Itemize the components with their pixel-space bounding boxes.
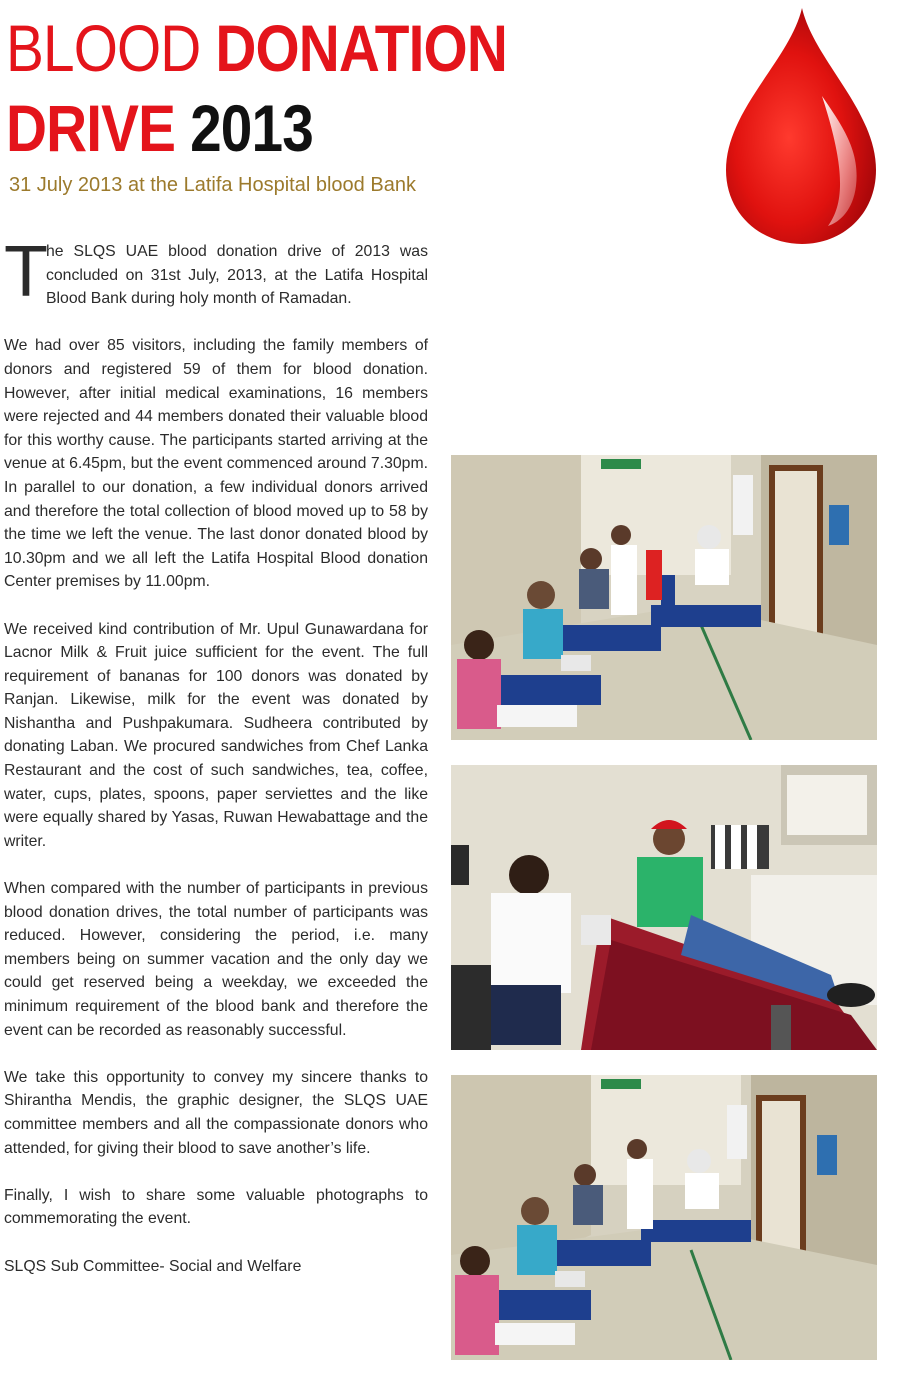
paragraph-contributions: We received kind contribution of Mr. Upul Gunawardana for Lacnor Milk & Fruit juice sufficient for the event. The full requirement of bananas for 100 donors was donated by Ranjan. Likewise, milk for the event was donated by Nishantha and Pushpakumara. Sudheera contributed by donating Laban. We procured sandwiches from Chef Lanka Restaurant and the cost of such sandwiches, tea, coffee, water, cups, plates, spoons, paper serviettes and the like were equally shared by Yasas, Ruwan Hewabattage and the writer. — [4, 620, 428, 850]
title-word-blood: BLOOD — [6, 11, 201, 85]
title-word-drive: DRIVE — [6, 91, 176, 165]
paragraph-visitors: We had over 85 visitors, including the family members of donors and registered 59 of them for blood donation. However, after initial medical examinations, 16 members were rejected and 44 members donated their valuable blood for this worthy cause. The participants started arriving at the venue at 6.45pm, but the event commenced around 7.30pm. In parallel to our donation, a few individual donors arrived and therefore the total collection of blood moved up to 58 by the time we left the venue. The last donor donated blood by 10.30pm and we all left the Latifa Hospital Blood donation Center premises by 11.00pm. — [4, 337, 428, 591]
event-photo-1 — [451, 455, 877, 740]
subtitle: 31 July 2013 at the Latifa Hospital blood Bank — [9, 174, 416, 196]
event-photo-2 — [451, 765, 877, 1050]
title-line-2 — [6, 91, 313, 165]
page-title — [6, 8, 507, 168]
paragraph-comparison: When compared with the number of participants in previous blood donation drives, the total number of participants was reduced. However, considering the period, i.e. many members being on summer vacation and the only day we could get reserved being a weekday, we exceeded the minimum requirement of the blood bank and therefore the event can be recorded as reasonably successful. — [4, 880, 428, 1039]
paragraph-thanks: We take this opportunity to convey my sincere thanks to Shirantha Mendis, the graphic designer, the SLQS UAE committee members and all the compassionate donors who attended, for giving their blood to save another’s life. — [4, 1068, 428, 1157]
event-photo-3 — [451, 1075, 877, 1360]
title-word-donation: DONATION — [215, 11, 507, 85]
signature: SLQS Sub Committee- Social and Welfare — [4, 1257, 302, 1275]
title-line-1 — [6, 11, 507, 85]
paragraph-closing: Finally, I wish to share some valuable photographs to commemorating the event. — [4, 1186, 428, 1228]
paragraph-intro — [4, 232, 428, 312]
paragraph-intro-text: he SLQS UAE blood donation drive of 2013 was concluded on 31st July, 2013, at the Latifa Hospital Blood Bank during holy month of Ramadan. — [46, 243, 428, 308]
drop-cap: T — [4, 232, 48, 312]
article-body — [4, 232, 428, 1302]
blood-drop-icon — [704, 0, 900, 250]
title-year: 2013 — [190, 91, 313, 165]
